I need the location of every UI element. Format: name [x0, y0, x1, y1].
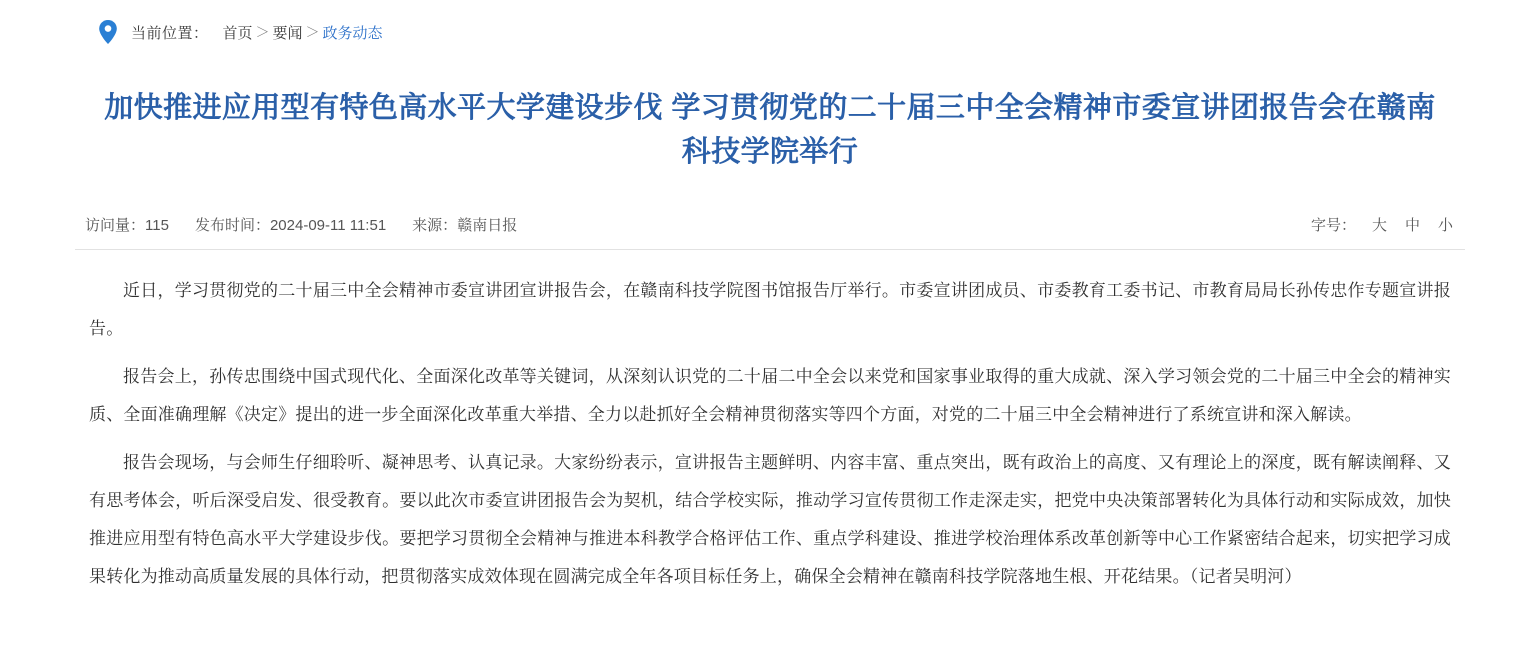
page-title: 加快推进应用型有特色高水平大学建设步伐 学习贯彻党的二十届三中全会精神市委宣讲团报告会在赣南科技学院举行	[104, 92, 1436, 168]
source-info	[412, 214, 517, 235]
views-value: 115	[145, 217, 169, 234]
font-size-large-button[interactable]: 大	[1372, 214, 1387, 235]
breadcrumb-item-news[interactable]: 要闻	[272, 24, 303, 42]
font-size-small-button[interactable]: 小	[1438, 214, 1453, 235]
article-body	[75, 272, 1465, 596]
breadcrumb-item-current[interactable]: 政务动态	[322, 24, 383, 42]
font-size-medium-button[interactable]: 中	[1405, 214, 1420, 235]
publish-label: 发布时间：	[194, 217, 270, 234]
article-paragraph: 近日，学习贯彻党的二十届三中全会精神市委宣讲团宣讲报告会，在赣南科技学院图书馆报告厅举行。市委宣讲团成员、市委教育工委书记、市教育局局长孙传忠作专题宣讲报告。	[89, 281, 1451, 338]
article-paragraph: 报告会上，孙传忠围绕中国式现代化、全面深化改革等关键词，从深刻认识党的二十届二中全会以来党和国家事业取得的重大成就、深入学习领会党的二十届三中全会的精神实质、全面准确理解《决定》提出的进一步全面深化改革重大举措、全力以赴抓好全会精神贯彻落实等四个方面，对党的二十届三中全会精神进行了系统宣讲和深入解读。	[89, 367, 1451, 424]
views-label: 访问量：	[85, 217, 146, 234]
meta-left-group	[75, 214, 543, 235]
breadcrumb-item-home[interactable]: 首页	[222, 24, 253, 42]
breadcrumb-label: 当前位置：	[131, 24, 209, 42]
breadcrumb-separator: ＞	[255, 24, 270, 40]
publish-value: 2024-09-11 11:51	[269, 217, 387, 234]
article-paragraph: 报告会现场，与会师生仔细聆听、凝神思考、认真记录。大家纷纷表示，宣讲报告主题鲜明、内容丰富、重点突出，既有政治上的高度、又有理论上的深度，既有解读阐释、又有思考体会，听后深受启发、很受教育。要以此次市委宣讲团报告会为契机，结合学校实际，推动学习宣传贯彻工作走深走实，把党中央决策部署转化为具体行动和实际成效，加快推进应用型有特色高水平大学建设步伐。要把学习贯彻全会精神与推进本科教学合格评估工作、重点学科建设、推进学校治理体系改革创新等中心工作紧密结合起来，切实把学习成果转化为推动高质量发展的具体行动，把贯彻落实成效体现在圆满完成全年各项目标任务上，确保全会精神在赣南科技学院落地生根、开花结果。（记者吴明河）	[89, 453, 1451, 586]
font-size-controls	[1311, 214, 1465, 235]
breadcrumb-separator: ＞	[305, 24, 320, 40]
views-info	[85, 214, 169, 235]
article-meta-bar	[75, 214, 1465, 250]
breadcrumb	[75, 14, 1465, 50]
location-pin-icon	[95, 19, 121, 45]
source-value: 赣南日报	[457, 217, 518, 234]
font-size-label: 字号：	[1310, 217, 1356, 234]
publish-info	[195, 214, 386, 235]
source-label: 来源：	[412, 217, 458, 234]
content-wrapper	[75, 0, 1465, 596]
